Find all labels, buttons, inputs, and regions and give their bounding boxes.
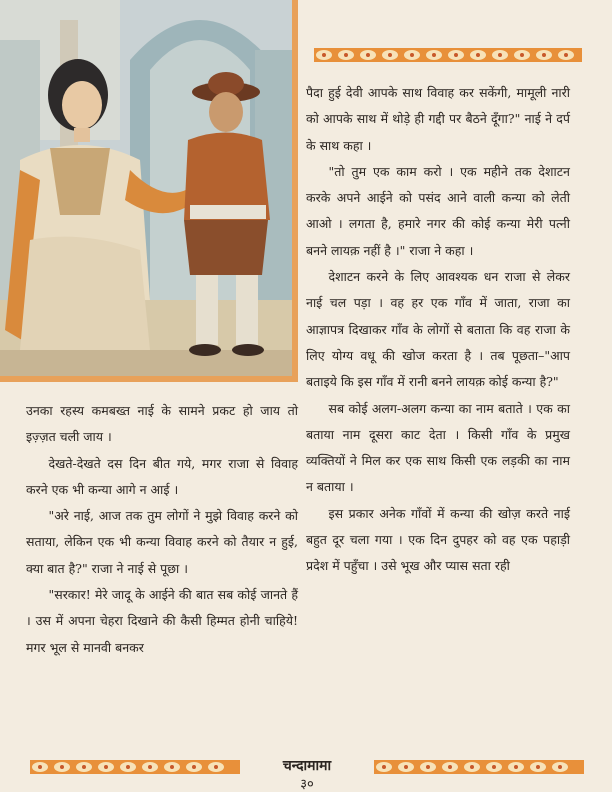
paragraph: देशाटन करने के लिए आवश्यक धन राजा से लेकर नाई चल पड़ा । वह हर एक गाँव में जाता, राजा का आज्ञापत्र दिखाकर गाँव के लोगों से बताता कि वह राजा के लिए योग्य वधू की खोज करता है । तब पूछता–"आप बताइये कि इस गाँव में रानी बनने लायक़ कोई कन्या है?" (306, 269, 570, 390)
paragraph: इस प्रकार अनेक गाँवों में कन्या की खोज़ करते नाई बहुत दूर चला गया । एक दिन दुपहर को वह एक पहाड़ी प्रदेश में पहुँचा । उसे भूख और प्यास सता रही (306, 505, 570, 574)
paragraph: पैदा हुई देवी आपके साथ विवाह कर सकेंगी, मामूली नारी को आपके साथ में थोड़े ही गद्दी पर बैठने दूँगा?" नाई ने दर्प के साथ कहा । (306, 85, 570, 153)
ornament-border-top (314, 48, 582, 62)
barber-and-king-illustration-icon (0, 0, 292, 376)
page-number: ३० (300, 777, 314, 792)
ornament-border-bottom-right (374, 760, 584, 774)
paragraph: सब कोई अलग-अलग कन्या का नाम बताते । एक का बताया नाम दूसरा काट देता । किसी गाँव के प्रमुख व्यक्तियों ने मिल कर एक साथ किसी एक लड़की का नाम न बताया । (306, 400, 570, 495)
left-text-column (26, 398, 298, 661)
paragraph: "सरकार! मेरे जादू के आईने की बात सब कोई जानते हैं । उस में अपना चेहरा दिखाने की कैसी हिम्मत होनी चाहिये! मगर भूल से मानवी बनकर (26, 587, 298, 655)
paragraph: उनका रहस्य कमबख्त नाई के सामने प्रकट हो जाय तो इज़्ज़त चली जाय । (26, 403, 298, 445)
paragraph: "अरे नाई, आज तक तुम लोगों ने मुझे विवाह करने को सताया, लेकिन एक भी कन्या विवाह करने को तैयार न हुई, क्या बात है?" राजा ने नाई से पूछा । (26, 508, 298, 576)
story-illustration (0, 0, 298, 382)
paragraph: "तो तुम एक काम करो । एक महीने तक देशाटन करके अपने आईने को पसंद आने वाली कन्या को लेती आओ । लगता है, हमारे नगर की कोई कन्या मेरी पत्नी बनने लायक़ नहीं है ।" राजा ने कहा । (306, 163, 570, 258)
ornament-border-bottom-left (30, 760, 240, 774)
right-text-column (306, 80, 570, 580)
magazine-title: चन्दामामा (282, 758, 332, 774)
paragraph: देखते-देखते दस दिन बीत गये, मगर राजा से विवाह करने एक भी कन्या आगे न आई । (26, 455, 298, 497)
